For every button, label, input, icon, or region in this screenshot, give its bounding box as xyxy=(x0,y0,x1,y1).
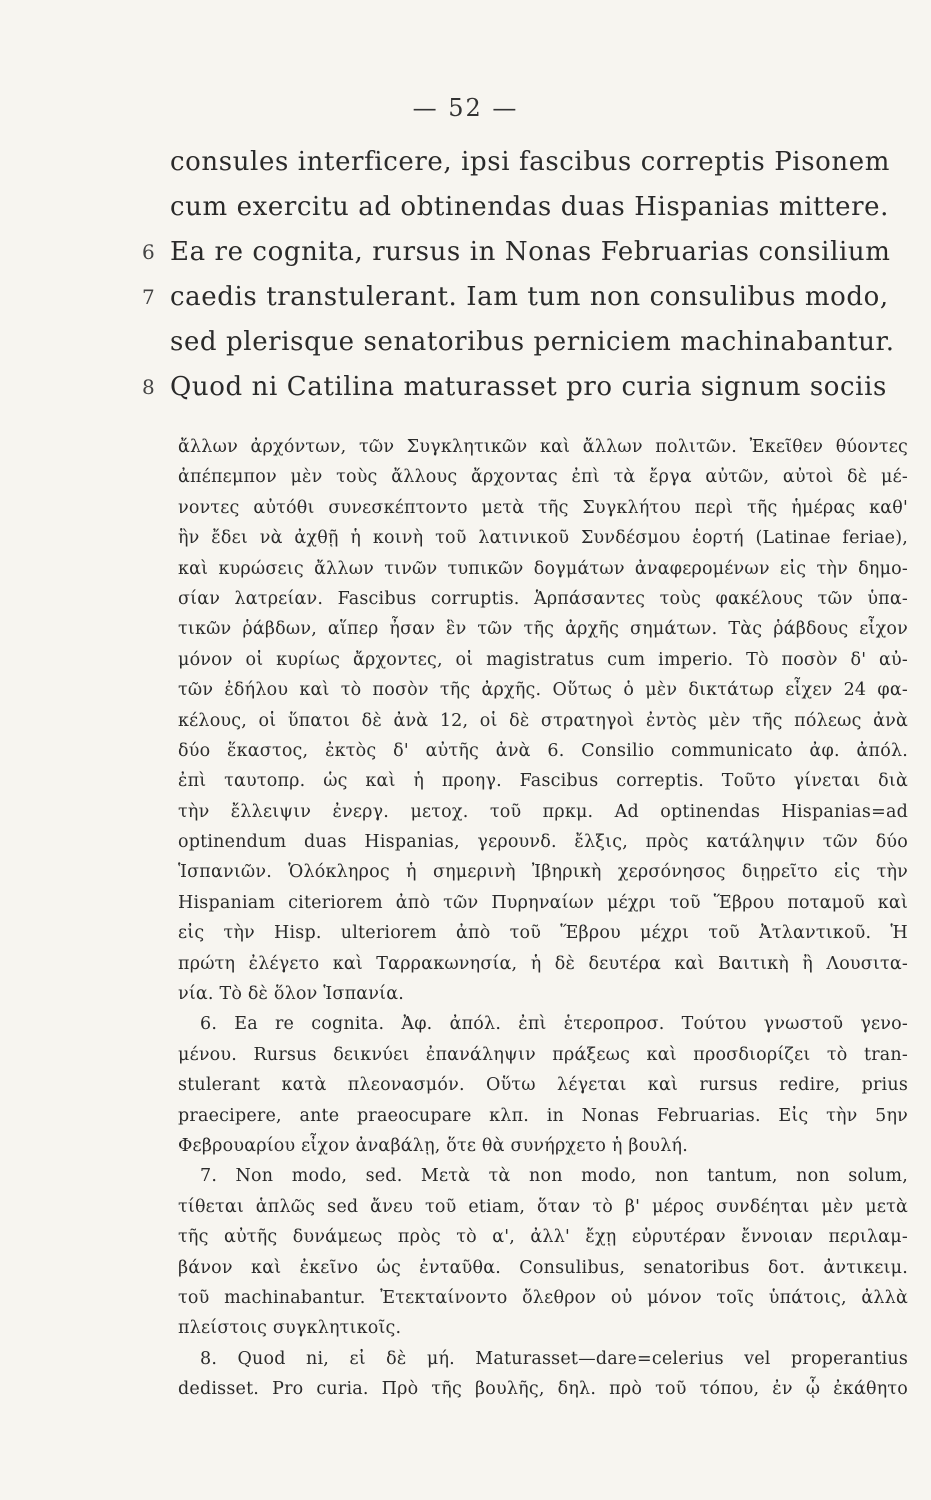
commentary-line: optinendum duas Hispanias, γερουνδ. ἔλξις, πρὸς κατάληψιν τῶν δύο xyxy=(178,832,908,853)
commentary-line: πλείστοις συγκλητικοῖς. xyxy=(178,1318,402,1339)
commentary-line: Hispaniam citeriorem ἀπὸ τῶν Πυρηναίων μέχρι τοῦ Ἕβρου ποταμοῦ καὶ xyxy=(178,892,908,913)
commentary-line: βάνον καὶ ἐκεῖνο ὡς ἐνταῦθα. Consulibus, senatoribus δοτ. ἀντικειμ. xyxy=(178,1257,908,1278)
commentary-block xyxy=(178,432,908,1405)
commentary-line: τίθεται ἁπλῶς sed ἄνευ τοῦ etiam, ὅταν τὸ β' μέρος συνδέηται μὲν μετὰ xyxy=(178,1196,908,1217)
commentary-line: ἀπέπεμπον μὲν τοὺς ἄλλους ἄρχοντας ἐπὶ τὰ ἔργα αὐτῶν, αὐτοὶ δὲ μέ- xyxy=(178,467,908,488)
commentary-line: Ἱσπανιῶν. Ὁλόκληρος ἡ σημερινὴ Ἰβηρικὴ χερσόνησος διῃρεῖτο εἰς τὴν xyxy=(178,862,908,883)
commentary-line: τῶν ἐδήλου καὶ τὸ ποσὸν τῆς ἀρχῆς. Οὕτως ὁ μὲν δικτάτωρ εἶχεν 24 φα- xyxy=(178,680,908,701)
commentary-line: Φεβρουαρίου εἶχον ἀναβάλῃ, ὅτε θὰ συνήρχετο ἡ βουλή. xyxy=(178,1135,688,1156)
commentary-line: τικῶν ῥάβδων, αἵπερ ἦσαν ἓν τῶν τῆς ἀρχῆς σημάτων. Τὰς ῥάβδους εἶχον xyxy=(178,619,908,640)
commentary-line: 8. Quod ni, εἰ δὲ μή. Maturasset—dare=celerius vel properantius xyxy=(200,1348,908,1369)
commentary-line: δύο ἕκαστος, ἐκτὸς δ' αὐτῆς ἀνὰ 6. Consilio communicato ἀφ. ἀπόλ. xyxy=(178,740,908,761)
commentary-line: praecipere, ante praeocupare κλπ. in Nonas Februarias. Εἰς τὴν 5ην xyxy=(178,1105,908,1126)
latin-line-text: consules interficere, ipsi fascibus correptis Pisonem xyxy=(170,147,890,177)
commentary-line: dedisset. Pro curia. Πρὸ τῆς βουλῆς, δηλ. πρὸ τοῦ τόπου, ἐν ᾧ ἐκάθητο xyxy=(178,1379,908,1400)
line-number: 6 xyxy=(142,240,156,264)
commentary-line: μένου. Rursus δεικνύει ἐπανάληψιν πράξεως καὶ προσδιορίζει τὸ tran- xyxy=(178,1044,908,1065)
latin-line xyxy=(142,230,910,275)
latin-line xyxy=(170,320,910,365)
commentary-line: εἰς τὴν Hisp. ulteriorem ἀπὸ τοῦ Ἕβρου μέχρι τοῦ Ἀτλαντικοῦ. Ἡ xyxy=(178,923,908,944)
commentary-line: νοντες αὐτόθι συνεσκέπτοντο μετὰ τῆς Συγκλήτου περὶ τῆς ἡμέρας καθ' xyxy=(178,497,908,518)
commentary-line: τῆς αὐτῆς δυνάμεως πρὸς τὸ α', ἀλλ' ἔχῃ εὐρυτέραν ἔννοιαν περιλαμ- xyxy=(178,1227,908,1248)
commentary-line: μόνον οἱ κυρίως ἄρχοντες, οἱ magistratus cum imperio. Τὸ ποσὸν δ' αὐ- xyxy=(178,649,908,670)
commentary-line: νία. Τὸ δὲ ὅλον Ἱσπανία. xyxy=(178,984,404,1005)
latin-line-text: Ea re cognita, rursus in Nonas Februarias consilium xyxy=(170,237,891,267)
page-number: — 52 — xyxy=(412,94,519,122)
commentary-line: πρώτη ἐλέγετο καὶ Ταρρακωνησία, ἡ δὲ δευτέρα καὶ Βαιτικὴ ἢ Λουσιτα- xyxy=(178,953,908,974)
commentary-line: ἣν ἔδει νὰ ἀχθῇ ἡ κοινὴ τοῦ λατινικοῦ Συνδέσμου ἑορτή (Latinae feriae), xyxy=(178,528,908,549)
commentary-line: 7. Non modo, sed. Μετὰ τὰ non modo, non tantum, non solum, xyxy=(200,1166,908,1187)
commentary-line: 6. Ea re cognita. Ἀφ. ἀπόλ. ἐπὶ ἑτεροπροσ. Τούτου γνωστοῦ γενο- xyxy=(200,1014,908,1035)
commentary-line: ἐπὶ ταυτοπρ. ὡς καὶ ἡ προηγ. Fascibus correptis. Τοῦτο γίνεται διὰ xyxy=(178,771,908,792)
latin-line xyxy=(142,365,910,410)
latin-line xyxy=(170,140,910,185)
latin-text-block xyxy=(142,140,910,410)
latin-line-text: caedis transtulerant. Iam tum non consulibus modo, xyxy=(170,282,889,312)
latin-line-text: sed plerisque senatoribus perniciem machinabantur. xyxy=(170,327,895,357)
latin-line xyxy=(142,275,910,320)
commentary-line: κέλους, οἱ ὕπατοι δὲ ἀνὰ 12, οἱ δὲ στρατηγοὶ ἐντὸς μὲν τῆς πόλεως ἀνὰ xyxy=(178,710,908,731)
line-number: 7 xyxy=(142,285,156,309)
latin-line-text: Quod ni Catilina maturasset pro curia signum sociis xyxy=(170,372,887,402)
commentary-line: σίαν λατρείαν. Fascibus corruptis. Ἁρπάσαντες τοὺς φακέλους τῶν ὑπα- xyxy=(178,588,908,609)
latin-line-text: cum exercitu ad obtinendas duas Hispanias mittere. xyxy=(170,192,889,222)
commentary-line: stulerant κατὰ πλεονασμόν. Οὕτω λέγεται καὶ rursus redire, prius xyxy=(178,1075,908,1096)
commentary-line: τοῦ machinabantur. Ἐτεκταίνοντο ὄλεθρον οὐ μόνον τοῖς ὑπάτοις, ἀλλὰ xyxy=(178,1287,908,1308)
commentary-line: τὴν ἔλλειψιν ἐνεργ. μετοχ. τοῦ πρκμ. Ad optinendas Hispanias=ad xyxy=(178,801,908,822)
commentary-line: καὶ κυρώσεις ἄλλων τινῶν τυπικῶν δογμάτων ἀναφερομένων εἰς τὴν δημο- xyxy=(178,558,908,579)
commentary-line: ἄλλων ἀρχόντων, τῶν Συγκλητικῶν καὶ ἄλλων πολιτῶν. Ἐκεῖθεν θύοντες xyxy=(178,437,908,457)
latin-line xyxy=(170,185,910,230)
line-number: 8 xyxy=(142,375,156,399)
